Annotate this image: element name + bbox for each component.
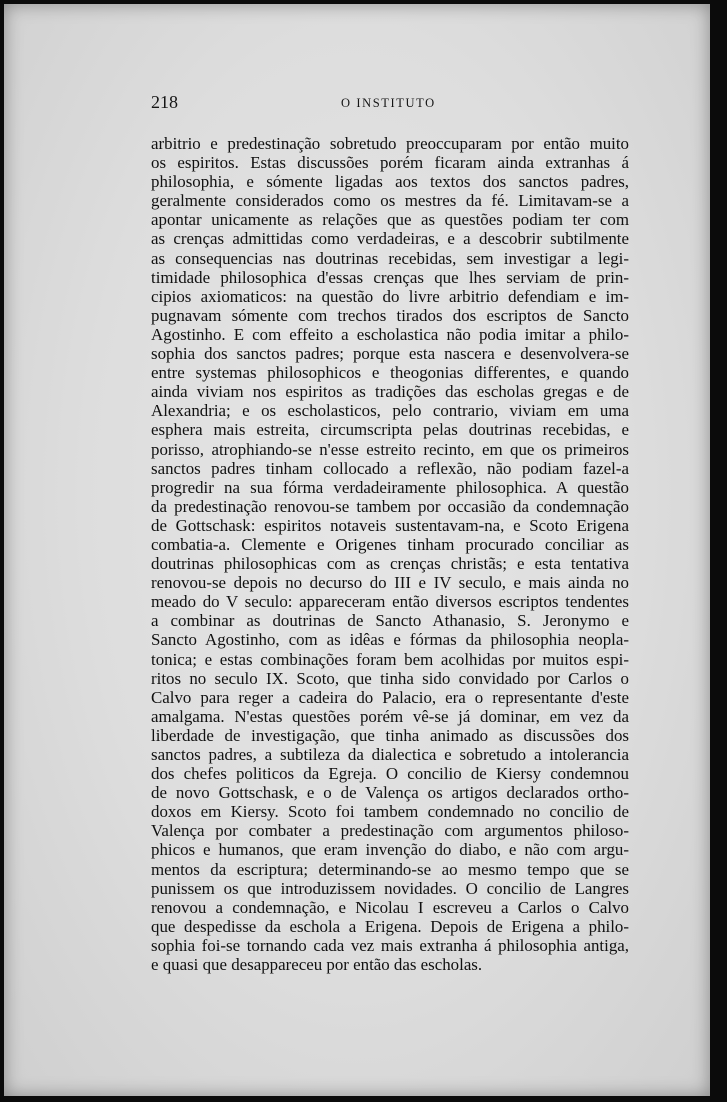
text-line: cipios axiomaticos: na questão do livre arbitrio defendiam e im-: [151, 286, 629, 306]
text-line: geralmente considerados como os mestres da fé. Limitavam-se a: [151, 191, 629, 211]
text-line: sophia dos sanctos padres; porque esta nascera e desenvolvera-se: [151, 344, 629, 364]
text-line: esphera mais estreita, circumscripta pelas doutrinas recebidas, e: [151, 420, 629, 440]
text-line: doutrinas philosophicas com as crenças christãs; e esta tentativa: [151, 554, 629, 574]
text-line: amalgama. N'estas questões porém vê-se já dominar, em vez da: [151, 706, 629, 726]
text-line: ritos no seculo IX. Scoto, que tinha sido convidado por Carlos o: [151, 668, 629, 688]
text-line: Valença por combater a predestinação com argumentos philoso-: [151, 821, 629, 841]
text-line: sanctos padres, a subtileza da dialectica e sobretudo a intolerancia: [151, 745, 629, 764]
text-line: sanctos padres tinham collocado a reflexão, não podiam fazel-a: [151, 458, 629, 478]
text-line: doxos em Kiersy. Scoto foi tambem condemnado no concilio de: [151, 802, 629, 822]
text-line: as crenças admittidas como verdadeiras, e a descobrir subtilmente: [151, 229, 629, 249]
body-paragraph: [151, 134, 629, 974]
text-line: phicos e humanos, que eram invenção do diabo, e não com argu-: [151, 840, 629, 860]
text-line: porisso, atrophiando-se n'esse estreito recinto, em que os primeiros: [151, 439, 629, 459]
book-page: [4, 4, 710, 1096]
text-line: punissem os que introduzissem novidades. O concilio de Langres: [151, 878, 629, 898]
text-line: que despedisse da eschola a Erigena. Depois de Erigena a philo-: [151, 916, 629, 936]
text-line: de novo Gottschask, e o de Valença os artigos declarados ortho-: [151, 783, 629, 803]
text-line: Calvo para reger a cadeira do Palacio, era o representante d'este: [151, 687, 629, 707]
text-line: progredir na sua fórma verdadeiramente philosophica. A questão: [151, 477, 629, 497]
text-line: tonica; e estas combinações foram bem acolhidas por muitos espi-: [151, 649, 629, 669]
text-line: e quasi que desappareceu por então das escholas.: [151, 955, 483, 975]
text-line: dos chefes politicos da Egreja. O concilio de Kiersy condemnou: [151, 764, 629, 784]
text-line: entre systemas philosophicos e theogonias differentes, e quando: [151, 363, 629, 383]
text-line: Sancto Agostinho, com as idêas e fórmas da philosophia neopla-: [151, 630, 629, 650]
text-line: renovou-se depois no decurso do III e IV seculo, e mais ainda no: [151, 573, 629, 593]
text-line: ainda viviam nos espiritos as tradições das escholas gregas e de: [151, 382, 629, 402]
text-line: mentos da escriptura; determinando-se ao mesmo tempo que se: [151, 859, 629, 879]
text-line: arbitrio e predestinação sobretudo preoccuparam por então muito: [151, 134, 629, 153]
text-line: da predestinação renovou-se tambem por occasião da condemnação: [151, 496, 629, 516]
page-number: 218: [151, 92, 178, 112]
page-header: [151, 92, 629, 116]
text-line: liberdade de investigação, que tinha animado as discussões dos: [151, 725, 629, 745]
text-line: combatia-a. Clemente e Origenes tinham procurado conciliar as: [151, 534, 629, 554]
text-line: Agostinho. E com effeito a escholastica não podia imitar a philo-: [151, 324, 629, 344]
text-line: apontar unicamente as relações que as questões podiam ter com: [151, 210, 629, 230]
text-line: de Gottschask: espiritos notaveis sustentavam-na, e Scoto Erigena: [151, 515, 629, 535]
running-head: O INSTITUTO: [341, 96, 436, 110]
text-line: as consequencias nas doutrinas recebidas, sem investigar a legi-: [151, 248, 629, 268]
text-line: sophia foi-se tornando cada vez mais extranha á philosophia antiga,: [151, 935, 629, 955]
text-line: os espiritos. Estas discussões porém ficaram ainda extranhas á: [151, 153, 629, 173]
text-line: a combinar as doutrinas de Sancto Athanasio, S. Jeronymo e: [151, 611, 629, 631]
text-line: timidade philosophica d'essas crenças que lhes serviam de prin-: [151, 267, 629, 287]
text-line: renovou a condemnação, e Nicolau I escreveu a Carlos o Calvo: [151, 897, 629, 917]
text-line: meado do V seculo: appareceram então diversos escriptos tendentes: [151, 592, 629, 612]
text-line: pugnavam sómente com trechos tirados dos escriptos de Sancto: [151, 305, 629, 325]
text-line: philosophia, e sómente ligadas aos textos dos sanctos padres,: [151, 172, 629, 192]
text-line: Alexandria; e os escholasticos, pelo contrario, viviam em uma: [151, 401, 629, 421]
